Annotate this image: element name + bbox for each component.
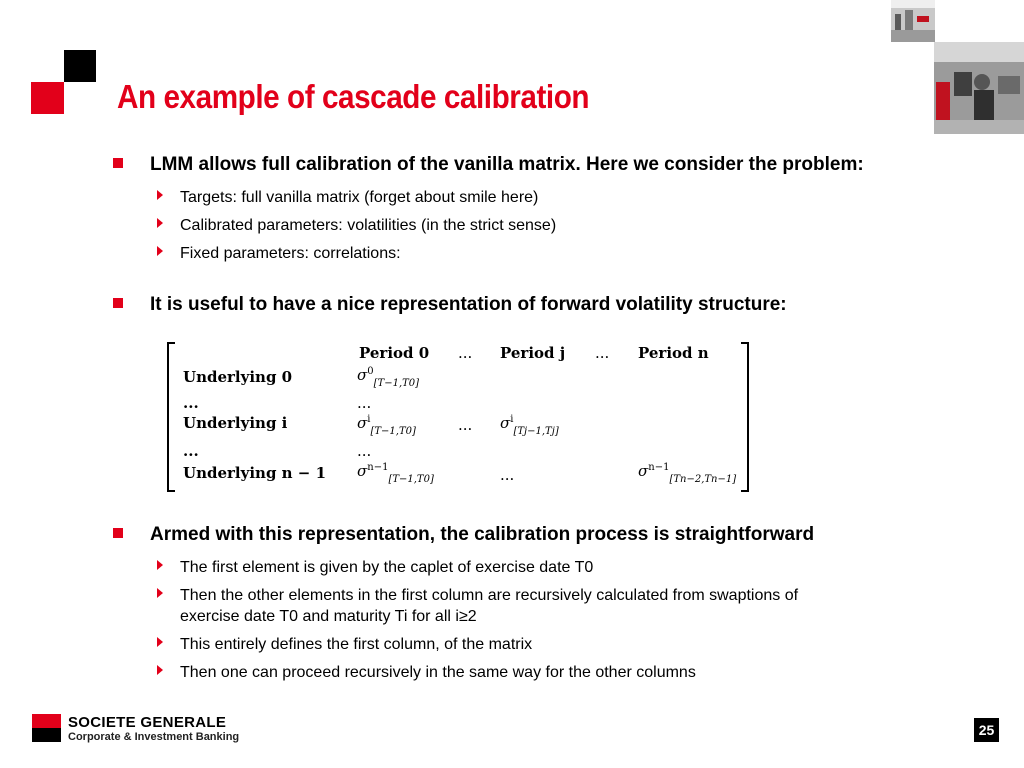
logo-black-bar [32, 728, 61, 742]
arrow-bullet-icon [157, 665, 163, 675]
arrow-bullet-icon [157, 190, 163, 200]
matrix-sigma-cell: $\sigma^{n-1}_{[Tn-2,Tn-1]}$ [638, 462, 737, 485]
company-division: Corporate & Investment Banking [68, 731, 240, 743]
matrix-right-bracket [741, 342, 749, 492]
matrix-row-label: Underlying n − 1 [183, 464, 327, 482]
matrix-left-bracket [167, 342, 175, 492]
volatility-matrix [167, 342, 751, 492]
matrix-col-header: ... [595, 344, 610, 362]
arrow-bullet-icon [157, 637, 163, 647]
matrix-row-label: ... [183, 442, 199, 460]
arrow-bullet-icon [157, 218, 163, 228]
matrix-col-header: Period j [500, 344, 566, 362]
decor-black-square [64, 50, 96, 82]
decor-red-square [31, 82, 64, 114]
matrix-row-label: Underlying 0 [183, 368, 293, 386]
arrow-bullet-icon [157, 560, 163, 570]
square-bullet-icon [113, 158, 123, 168]
matrix-ellipsis: ... [357, 394, 372, 412]
matrix-sigma-cell: $\sigma^{n-1}_{[T-1,T0]}$ [357, 462, 434, 485]
logo-red-bar [32, 714, 61, 728]
matrix-col-header: Period n [638, 344, 709, 362]
square-bullet-icon [113, 528, 123, 538]
matrix-sigma-cell: $\sigma^i_{[Tj-1,Tj]}$ [500, 414, 559, 437]
matrix-ellipsis: ... [458, 416, 473, 434]
arrow-bullet-icon [157, 588, 163, 598]
arrow-bullet-icon [157, 246, 163, 256]
matrix-ellipsis: ... [500, 466, 515, 484]
matrix-ellipsis: ... [357, 442, 372, 460]
office-photo-large [934, 42, 1024, 134]
slide-title: An example of cascade calibration [117, 78, 590, 115]
company-name: SOCIETE GENERALE [68, 714, 227, 731]
square-bullet-icon [113, 298, 123, 308]
matrix-sigma-cell: $\sigma^0_{[T-1,T0]}$ [357, 366, 420, 389]
matrix-sigma-cell: $\sigma^i_{[T-1,T0]}$ [357, 414, 416, 437]
page-number: 25 [974, 718, 999, 742]
matrix-row-label: ... [183, 394, 199, 412]
matrix-col-header: Period 0 [359, 344, 430, 362]
matrix-row-label: Underlying i [183, 414, 288, 432]
matrix-col-header: ... [458, 344, 473, 362]
office-photo-small [891, 0, 935, 42]
